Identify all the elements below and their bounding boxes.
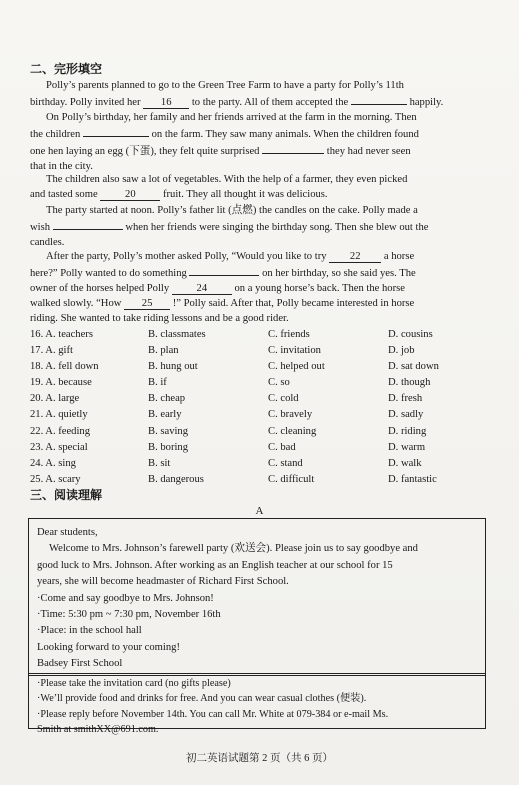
option-row-18: 18. A. fell down B. hung out C. helped out D. sat down	[30, 361, 439, 373]
option-row-20: 20. A. large B. cheap C. cold D. fresh	[30, 393, 423, 405]
invitation-notice: Dear students, Welcome to Mrs. Johnson’s farewell party (欢送会). Please join us to say goodbye and good luck to Mrs. Johnson. After working as an English teacher at our school for 15 years, she will become headmaster of Richard First School. ·Come and say goodbye to Mrs. Johnson! ·Time: 5:30 pm ~ 7:30 pm, November 16th ·Place: in the school hall Looking forward to your coming! Badsey First School	[28, 518, 486, 676]
notice-tips: ·Please take the invitation card (no gifts please) ·We’ll provide food and drinks for free. And you can wear casual clothes (便装). ·Please reply before November 14th. You can call Mr. White at 079-384 or e-mail Ms. Smith at smithXX@691.com.	[28, 673, 486, 729]
option-row-23: 23. A. special B. boring C. bad D. warm	[30, 441, 426, 453]
passage-label: A	[255, 505, 264, 517]
blank-22: 22	[329, 251, 381, 263]
blank-17	[351, 93, 407, 105]
blank-24: 24	[172, 283, 232, 295]
blank-23	[189, 264, 259, 276]
option-row-16: 16. A. teachers B. classmates C. friends D. cousins	[30, 329, 433, 340]
blank-18	[83, 125, 149, 137]
blank-16: 16	[143, 97, 189, 109]
option-row-24: 24. A. sing B. sit C. stand D. walk	[30, 457, 422, 469]
cloze-heading: 二、完形填空	[30, 62, 103, 76]
cloze-paragraph-3: The children also saw a lot of vegetables. With the help of a farmer, they even picked and tasted some 20 fruit. They all thought it was delicious.	[30, 174, 408, 200]
option-row-21: 21. A. quietly B. early C. bravely D. sadly	[30, 409, 424, 421]
option-row-22: 22. A. feeding B. saving C. cleaning D. riding	[30, 425, 427, 437]
reading-heading: 三、阅读理解	[30, 488, 103, 502]
page-footer: 初二英语试题第 2 页（共 6 页）	[186, 753, 333, 764]
blank-20: 20	[100, 189, 160, 201]
notice-greeting: Dear students,	[37, 527, 98, 538]
option-row-19: 19. A. because B. if C. so D. though	[30, 377, 431, 389]
option-row-17: 17. A. gift B. plan C. invitation D. job	[30, 345, 415, 357]
blank-19	[262, 142, 324, 154]
cloze-paragraph-4: The party started at noon. Polly’s father lit (点燃) the candles on the cake. Polly made a wish when her friends were singing the birthday song. Then she blew out the candles.	[30, 205, 429, 248]
cloze-paragraph-1: Polly’s parents planned to go to the Green Tree Farm to have a party for Polly’s 11th birthday. Polly invited her 16 to the party. All of them accepted the happily.	[30, 80, 444, 108]
cloze-paragraph-2: On Polly’s birthday, her family and her friends arrived at the farm in the morning. Then the children on the farm. They saw many animals. When the children found one hen laying an egg (下蛋), they felt quite surprised they had never seen that in the city.	[30, 112, 419, 172]
blank-25: 25	[124, 298, 170, 310]
blank-21	[53, 218, 123, 230]
option-row-25: 25. A. scary B. dangerous C. difficult D. fantastic	[30, 473, 437, 485]
answer-options	[30, 327, 500, 488]
cloze-paragraph-5: After the party, Polly’s mother asked Polly, “Would you like to try 22 a horse here?” Polly wanted to do something on her birthday, so she said yes. The owner of the horses helped Polly 24 on a young horse’s back. Then the horse walked slowly. “How 25 !” Polly said. After that, Polly became interested in horse riding. She wanted to take riding lessons and be a good rider.	[30, 251, 416, 324]
